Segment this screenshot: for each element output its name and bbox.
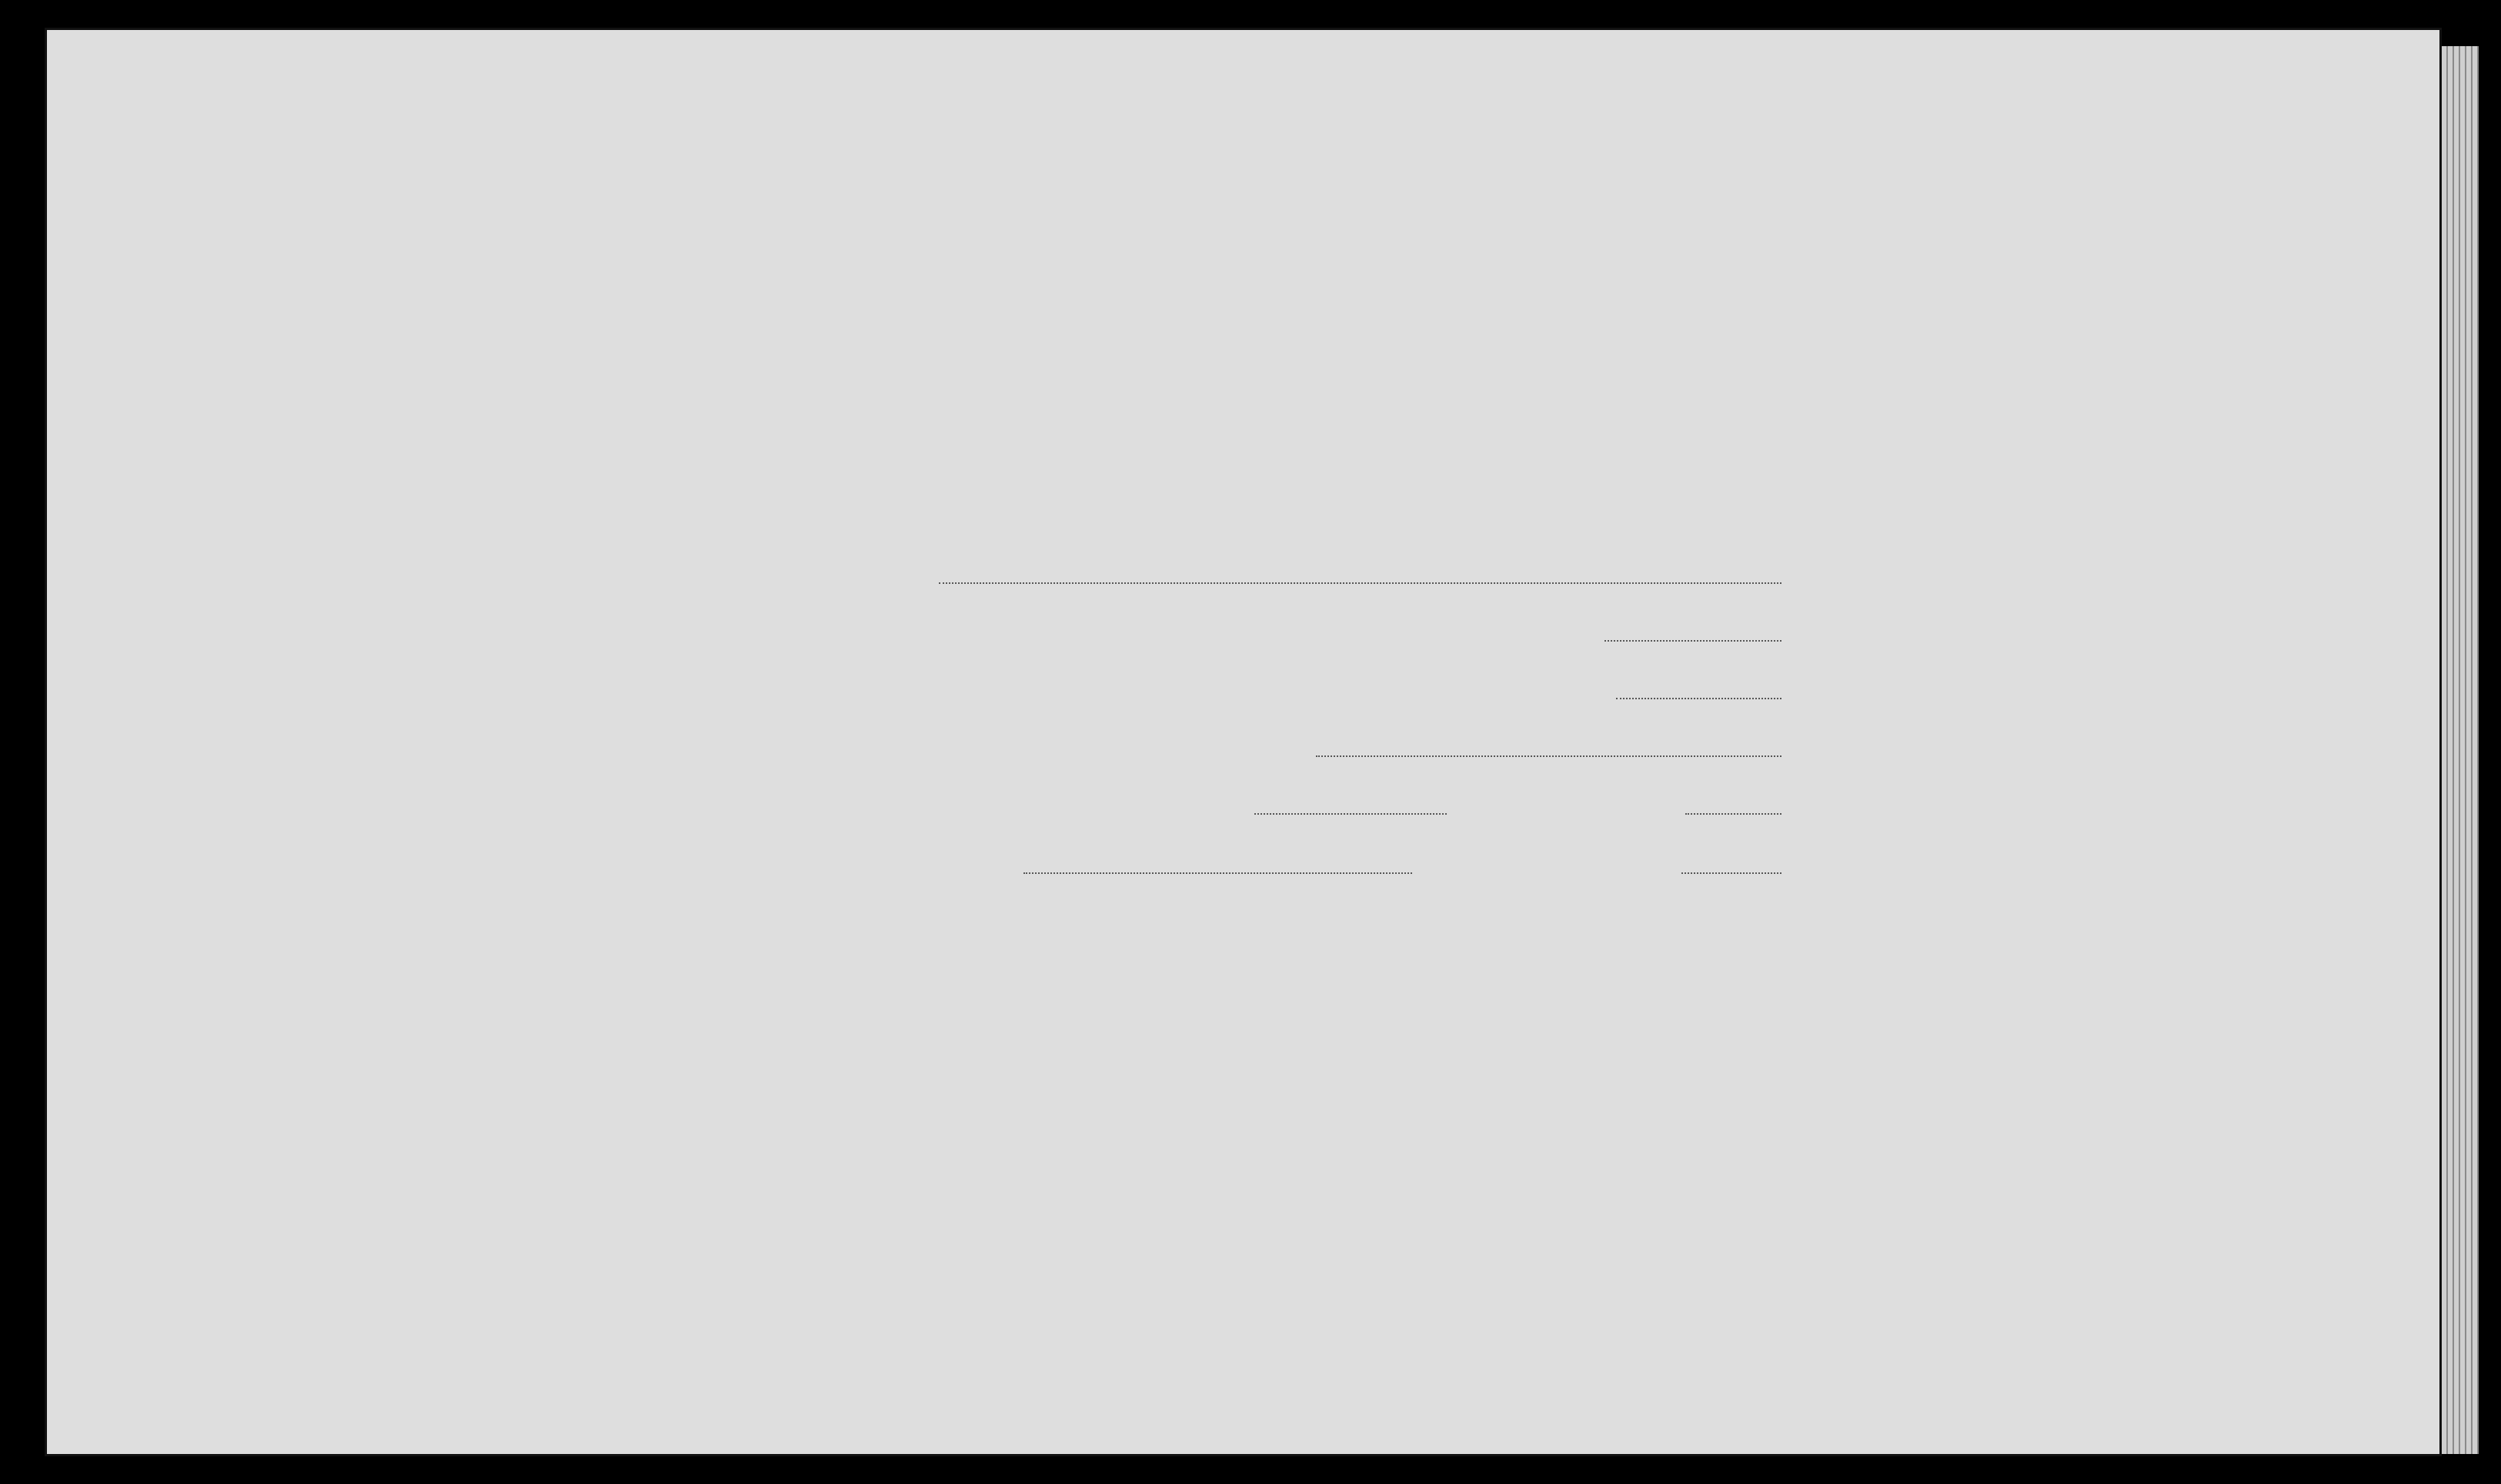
paper-edge (2442, 46, 2479, 1454)
private-estates-block (708, 419, 1897, 942)
